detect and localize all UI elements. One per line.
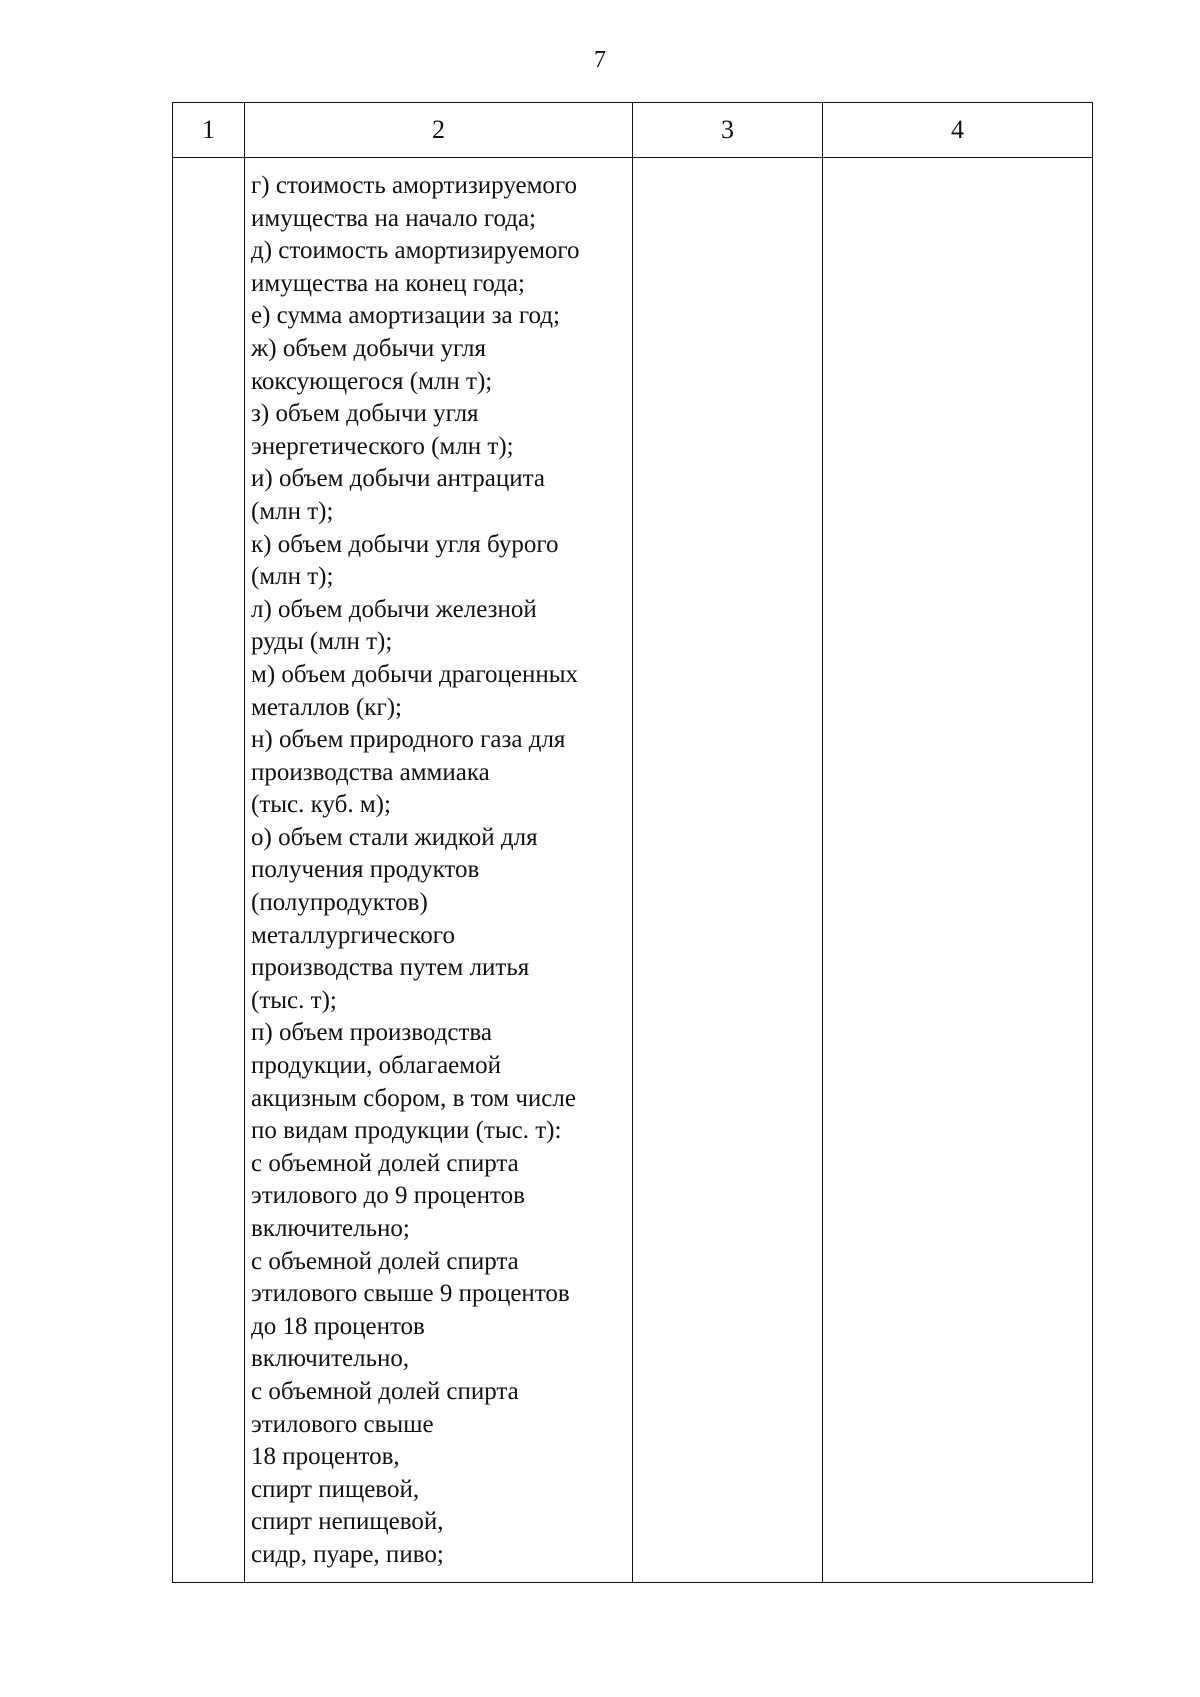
item-list xyxy=(245,158,632,1572)
page-number: 7 xyxy=(594,47,606,73)
column-header-2: 2 xyxy=(245,103,633,158)
list-item: е) сумма амортизации за год; xyxy=(251,302,560,330)
list-item: п) объем производства продукции, облагаемой акцизным сбором, в том числе по видам продукции (тыс. т): xyxy=(251,1019,576,1145)
list-item: г) стоимость амортизируемого имущества на начало года; xyxy=(251,172,578,232)
list-item: д) стоимость амортизируемого имущества на конец года; xyxy=(251,237,580,297)
table-row xyxy=(173,158,1093,1583)
list-item: с объемной долей спирта этилового свыше 9 процентов до 18 процентов включительно, xyxy=(251,1247,570,1373)
list-item: м) объем добычи драгоценных металлов (кг); xyxy=(251,660,579,721)
list-item: о) объем стали жидкой для получения продуктов (полупродуктов) металлургического производства путем литья (тыс. т); xyxy=(251,823,538,1014)
column-header-3: 3 xyxy=(633,103,823,158)
column-header-4: 4 xyxy=(823,103,1093,158)
list-item: н) объем природного газа для производства аммиака (тыс. куб. м); xyxy=(251,726,566,819)
cell-col-2 xyxy=(245,158,633,1583)
list-item: с объемной долей спирта этилового до 9 процентов включительно; xyxy=(251,1149,525,1242)
cell-col-3 xyxy=(633,158,823,1583)
list-item: спирт пищевой, xyxy=(251,1475,420,1503)
list-item: спирт непищевой, xyxy=(251,1508,444,1536)
cell-col-4 xyxy=(823,158,1093,1583)
content-table xyxy=(172,102,1093,1583)
list-item: сидр, пуаре, пиво; xyxy=(251,1540,444,1568)
cell-col-1 xyxy=(173,158,245,1583)
list-item: с объемной долей спирта этилового свыше 18 процентов, xyxy=(251,1377,519,1471)
list-item: ж) объем добычи угля коксующегося (млн т); xyxy=(251,334,493,395)
list-item: л) объем добычи железной руды (млн т); xyxy=(251,595,537,656)
column-header-1: 1 xyxy=(173,103,245,158)
list-item: з) объем добычи угля энергетического (млн т); xyxy=(251,400,514,460)
list-item: к) объем добычи угля бурого (млн т); xyxy=(251,530,559,591)
table-header-row xyxy=(173,103,1093,158)
list-item: и) объем добычи антрацита (млн т); xyxy=(251,465,545,525)
